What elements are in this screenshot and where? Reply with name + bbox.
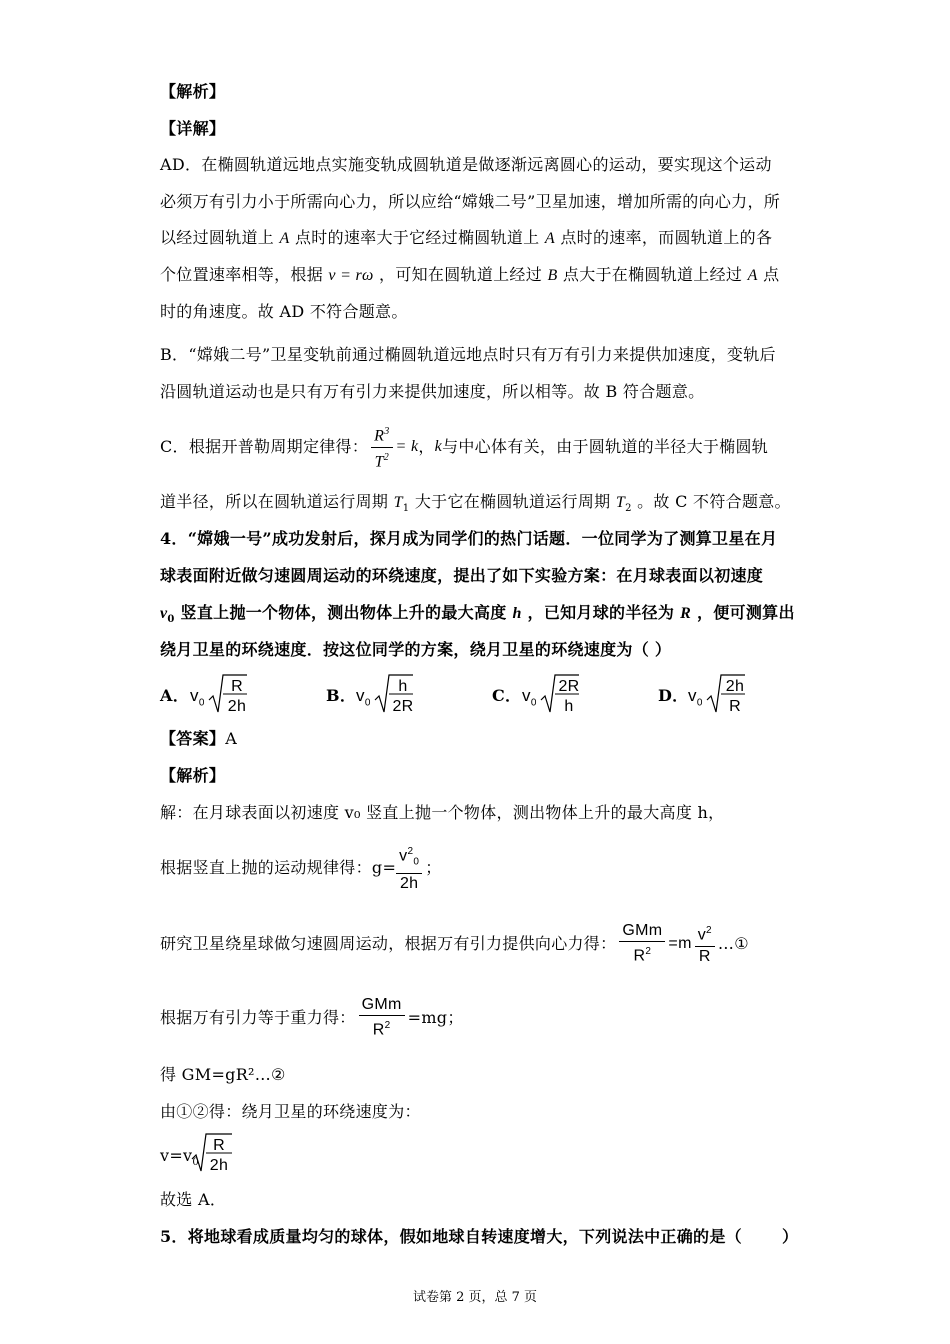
r-var: R bbox=[680, 605, 692, 622]
solution-line-2-part-a: 根据竖直上抛的运动规律得：g= bbox=[160, 858, 397, 877]
option-d-den: R bbox=[729, 698, 741, 715]
c-line-2-part-b: 大于它在椭圆轨道运行周期 bbox=[414, 492, 611, 511]
h-var: h bbox=[512, 605, 522, 622]
gravity-fraction-den: $R^2$ bbox=[633, 946, 652, 965]
c-line-1-part-a: C．根据开普勒周期定律得： bbox=[160, 437, 369, 456]
page-footer: 试卷第 2 页，总 7 页 bbox=[412, 1290, 538, 1305]
ad-line-4-part-a: 个位置速率相等，根据 bbox=[160, 265, 324, 284]
equation-marker-1: …① bbox=[717, 934, 749, 953]
q4-line-3-part-b: ，已知月球的半径为 bbox=[527, 603, 675, 622]
c-line-2-part-c: 。故 C 不符合题意。 bbox=[637, 492, 791, 511]
solution-line-2 bbox=[160, 842, 800, 894]
section-detail-heading: 【详解】 bbox=[160, 119, 226, 138]
kepler-fraction bbox=[371, 422, 392, 472]
c-line-1 bbox=[160, 423, 800, 471]
point-b-var: B bbox=[547, 267, 558, 284]
option-b-den: 2R bbox=[392, 698, 414, 715]
option-c-label: C． bbox=[492, 686, 522, 705]
answer-value: A bbox=[225, 729, 238, 748]
q4-line-3-part-a: 竖直上抛一个物体，测出物体上升的最大高度 bbox=[180, 603, 507, 622]
kepler-equals-k: = k bbox=[395, 438, 419, 455]
comma: ， bbox=[418, 437, 435, 456]
gravity-weight-den: $R^2$ bbox=[372, 1020, 391, 1039]
solution-line-4-part-b: =mg； bbox=[407, 1008, 464, 1027]
q4-line-4: 绕月卫星的环绕速度．按这位同学的方案，绕月卫星的环绕速度为（ ） bbox=[160, 640, 672, 659]
option-a-label: A． bbox=[160, 686, 190, 705]
solution-line-1: 解：在月球表面以初速度 v₀ 竖直上抛一个物体，测出物体上升的最大高度 h， bbox=[160, 803, 725, 822]
ad-line-5: 时的角速度。故 AD 不符合题意。 bbox=[160, 302, 408, 321]
point-a-var: A bbox=[544, 230, 555, 247]
solution-line-4 bbox=[160, 992, 800, 1044]
equals-m: =m bbox=[668, 935, 692, 952]
v0-var: v bbox=[160, 605, 168, 622]
gravity-weight-fraction bbox=[359, 995, 405, 1040]
c-line-1-part-c: 与中心体有关，由于圆轨道的半径大于椭圆轨 bbox=[442, 437, 769, 456]
solution-line-5: 得 GM=gR²…② bbox=[160, 1065, 286, 1084]
gravity-fraction bbox=[619, 921, 665, 966]
option-c-num: 2R bbox=[558, 678, 580, 695]
v0-sub: 0 bbox=[167, 614, 175, 626]
q4-line-2: 球表面附近做匀速圆周运动的环绕速度，提出了如下实验方案：在月球表面以初速度 bbox=[160, 566, 764, 585]
g-fraction bbox=[396, 842, 422, 894]
ad-line-4-part-d: 点 bbox=[763, 265, 780, 284]
answer-label: 【答案】 bbox=[160, 729, 226, 748]
centripetal-fraction-den: R bbox=[698, 947, 711, 965]
ad-line-1: AD．在椭圆轨道远地点实施变轨成圆轨道是做逐渐远离圆心的运动，要实现这个运动 bbox=[160, 155, 772, 174]
final-radical-num: R bbox=[213, 1137, 225, 1154]
point-a-var: A bbox=[279, 230, 290, 247]
solution-line-6: 由①②得：绕月卫星的环绕速度为： bbox=[160, 1102, 421, 1121]
solution-heading: 【解析】 bbox=[160, 766, 226, 785]
c-line-2-part-a: 道半径，所以在圆轨道运行周期 bbox=[160, 492, 389, 511]
solution-line-8: 故选 A． bbox=[160, 1190, 227, 1209]
ad-line-3-part-c: 点时的速率，而圆轨道上的各 bbox=[560, 228, 773, 247]
q5-paren-close: ） bbox=[782, 1227, 799, 1246]
t2-var: T bbox=[615, 494, 626, 511]
option-d-num: 2h bbox=[725, 678, 745, 695]
g-fraction-num: $v^2_0$ bbox=[396, 842, 422, 874]
b-line-1: B．“嫦娥二号”卫星变轨前通过椭圆轨道远地点时只有万有引力来提供加速度，变轨后 bbox=[160, 345, 776, 364]
option-a-num: R bbox=[231, 678, 243, 695]
option-a-den: 2h bbox=[227, 698, 247, 715]
option-b-label: B． bbox=[326, 686, 357, 705]
answer-line bbox=[160, 727, 800, 751]
solution-line-4-part-a: 根据万有引力等于重力得： bbox=[160, 1008, 356, 1027]
angular-velocity-formula: v = rω bbox=[328, 267, 374, 284]
option-b-v0: $v_0$ bbox=[356, 686, 371, 709]
kepler-numerator: $R^3$ bbox=[371, 422, 392, 447]
v-equals-v0: $v=v_0$ bbox=[160, 1146, 200, 1169]
b-line-2: 沿圆轨道运动也是只有万有引力来提供加速度，所以相等。故 B 符合题意。 bbox=[160, 382, 705, 401]
g-fraction-den: 2h bbox=[399, 874, 419, 892]
q4-line-1: 4．“嫦娥一号”成功发射后，探月成为同学们的热门话题．一位同学为了测算卫星在月 bbox=[160, 529, 778, 548]
c-line-2 bbox=[160, 490, 800, 521]
q5-line bbox=[160, 1225, 800, 1249]
option-a-v0: $v_0$ bbox=[190, 686, 205, 709]
gravity-weight-num: GMm bbox=[359, 995, 405, 1016]
solution-line-3-part-a: 研究卫星绕星球做匀速圆周运动，根据万有引力提供向心力得： bbox=[160, 934, 617, 953]
solution-line-7 bbox=[160, 1130, 800, 1178]
kepler-denominator: $T^2$ bbox=[374, 451, 390, 470]
ad-line-3 bbox=[160, 226, 800, 251]
final-radical-den: 2h bbox=[209, 1157, 229, 1174]
q4-options bbox=[160, 672, 800, 718]
q4-line-3-part-c: ，便可测算出 bbox=[696, 603, 795, 622]
t2-sub: 2 bbox=[625, 503, 632, 515]
ad-line-3-part-a: 以经过圆轨道上 bbox=[160, 228, 275, 247]
option-d-v0: $v_0$ bbox=[688, 686, 703, 709]
ad-line-4 bbox=[160, 263, 800, 288]
ad-line-4-part-b: ，可知在圆轨道上经过 bbox=[379, 265, 543, 284]
t1-sub: 1 bbox=[402, 503, 410, 515]
k-var: k bbox=[434, 438, 443, 455]
ad-line-3-part-b: 点时的速率大于它经过椭圆轨道上 bbox=[294, 228, 540, 247]
ad-line-4-part-c: 点大于在椭圆轨道上经过 bbox=[562, 265, 743, 284]
option-b-num: h bbox=[398, 678, 408, 695]
centripetal-fraction-num: $v^2$ bbox=[695, 921, 715, 946]
option-c-den: h bbox=[564, 698, 574, 715]
solution-line-3 bbox=[160, 918, 800, 970]
point-a-var: A bbox=[747, 267, 758, 284]
q4-line-3 bbox=[160, 601, 800, 632]
gravity-fraction-num: GMm bbox=[619, 921, 665, 942]
centripetal-fraction bbox=[695, 921, 715, 966]
q5-text: 5．将地球看成质量均匀的球体，假如地球自转速度增大，下列说法中正确的是（ bbox=[160, 1227, 742, 1246]
solution-line-2-part-b: ； bbox=[425, 858, 442, 877]
t1-var: T bbox=[393, 494, 403, 511]
option-d-label: D． bbox=[658, 686, 689, 705]
option-c-v0: $v_0$ bbox=[522, 686, 537, 709]
section-analysis-heading: 【解析】 bbox=[160, 82, 226, 101]
ad-line-2: 必须万有引力小于所需向心力，所以应给“嫦娥二号”卫星加速，增加所需的向心力，所 bbox=[160, 192, 781, 211]
